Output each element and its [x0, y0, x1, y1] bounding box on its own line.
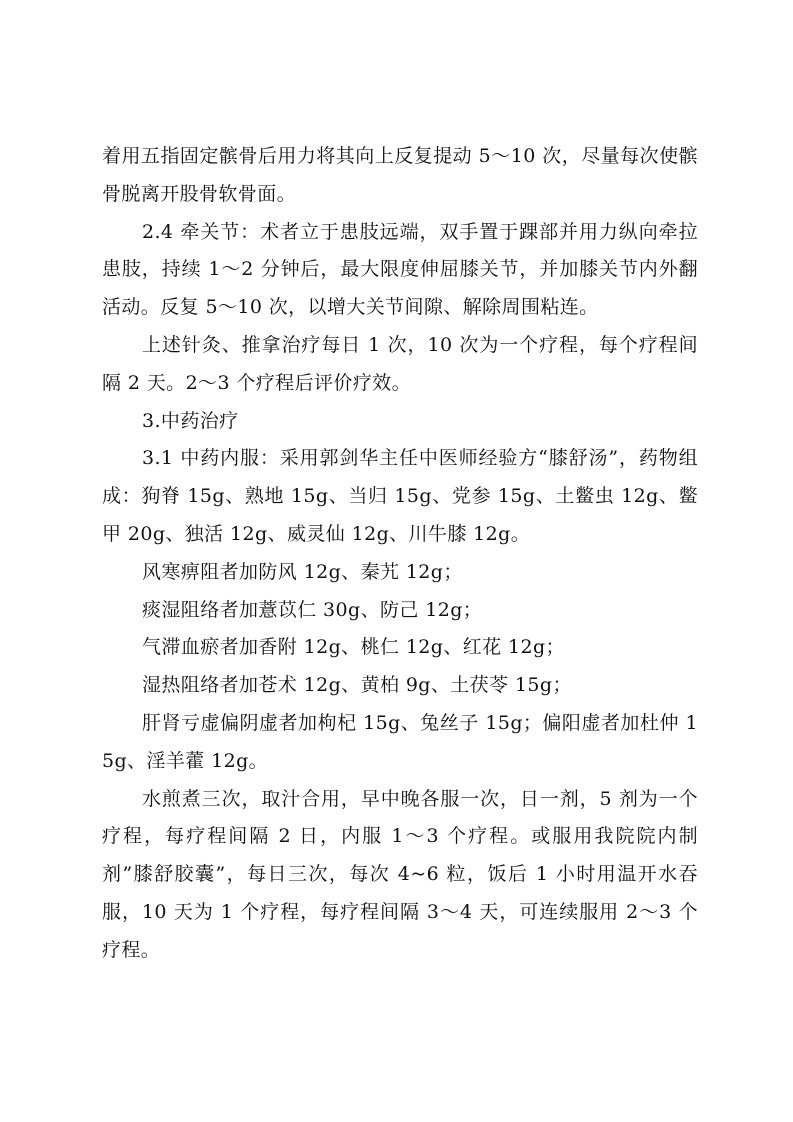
paragraph-joint-traction: 2.4 牵关节：术者立于患肢远端，双手置于踝部并用力纵向牵拉患肢，持续 1～2 分钟后，最大限度伸屈膝关节，并加膝关节内外翻活动。反复 5～10 次，以增大关节间隙、解除周围粘连。 [102, 220, 698, 319]
paragraph-administration-instructions: 水煎煮三次，取汁合用，早中晚各服一次，日一剂，5 剂为一个疗程，每疗程间隔 2 日，内服 1～3 个疗程。或服用我院院内制剂”膝舒胶囊”，每日三次，每次 4~6 粒，饭后 1 小时用温开水吞服，10 天为 1 个疗程，每疗程间隔 3～4 天，可连续服用 2～3 个疗程。 [102, 787, 698, 961]
paragraph-qi-blood-stasis-modification: 气滞血瘀者加香附 12g、桃仁 12g、红花 12g； [142, 636, 565, 659]
paragraph-damp-heat-modification: 湿热阻络者加苍术 12g、黄柏 9g、土茯苓 15g； [142, 674, 572, 697]
paragraph-phlegm-damp-modification: 痰湿阻络者加薏苡仁 30g、防己 12g； [142, 598, 483, 621]
paragraph-treatment-course: 上述针灸、推拿治疗每日 1 次，10 次为一个疗程，每个疗程间隔 2 天。2～3 个疗程后评价疗效。 [102, 333, 698, 394]
paragraph-wind-cold-modification: 风寒痹阻者加防风 12g、秦艽 12g； [142, 560, 463, 583]
paragraph-patella-continuation: 着用五指固定髌骨后用力将其向上反复提动 5～10 次，尽量每次使髌骨脱离开股骨软骨面。 [102, 145, 698, 205]
document-body [102, 138, 698, 970]
paragraph-liver-kidney-deficiency-modification: 肝肾亏虚偏阴虚者加枸杞 15g、兔丝子 15g；偏阳虚者加杜仲 15g、淫羊藿 12g。 [102, 711, 698, 772]
section-heading-herbal-treatment: 3.中药治疗 [142, 409, 239, 432]
paragraph-internal-herbal-formula: 3.1 中药内服：采用郭剑华主任中医师经验方“膝舒汤”，药物组成：狗脊 15g、熟地 15g、当归 15g、党参 15g、土鳖虫 12g、鳖甲 20g、独活 12g、威灵仙 12g、川牛膝 12g。 [102, 447, 698, 545]
